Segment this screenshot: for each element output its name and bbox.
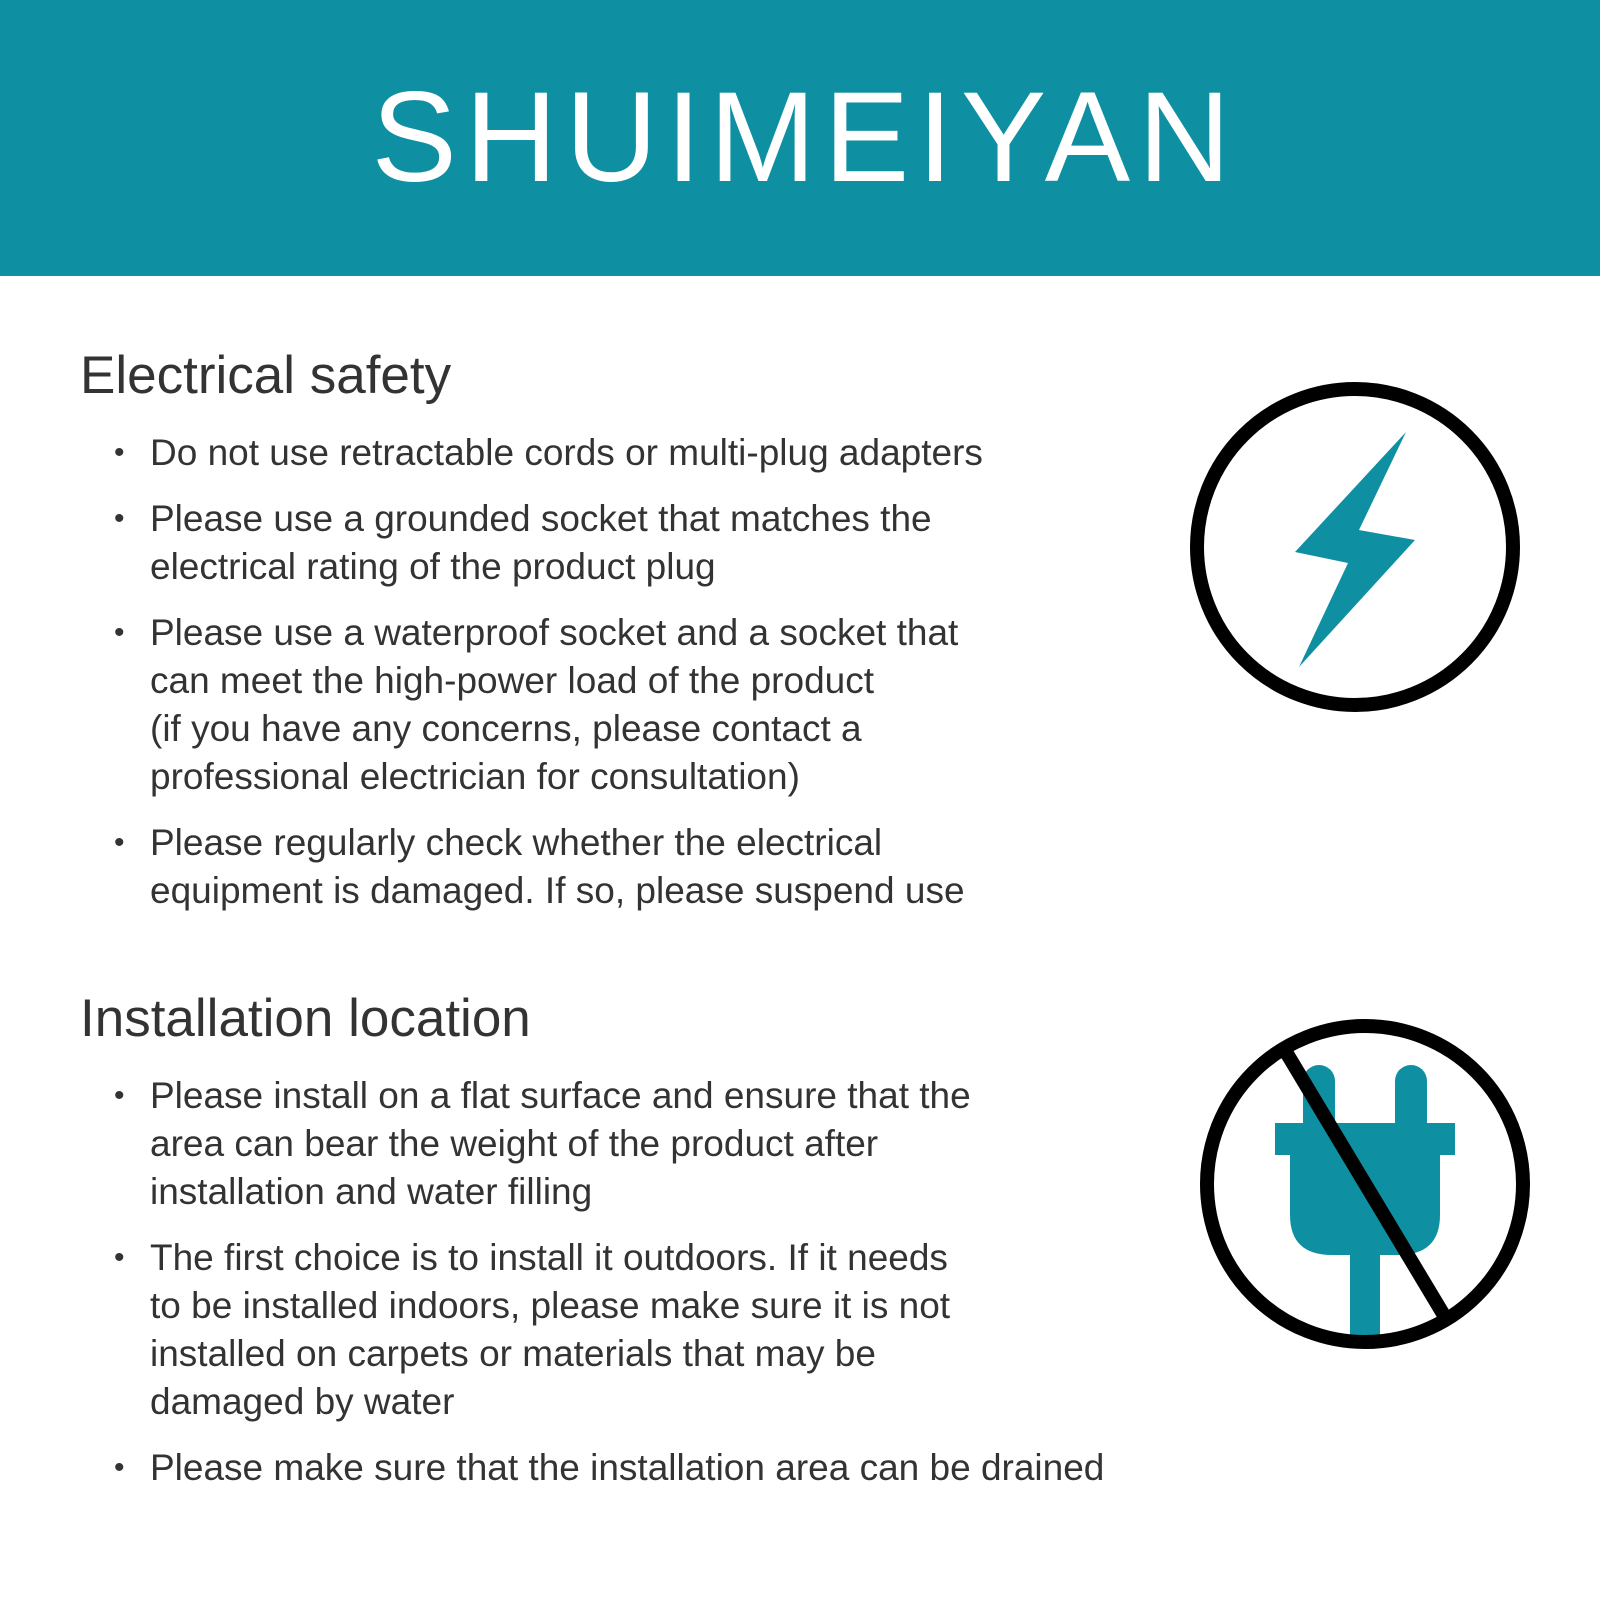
- lightning-bolt-icon: [1188, 380, 1522, 714]
- list-item: [80, 429, 1180, 477]
- bullet-line: professional electrician for consultation): [150, 756, 800, 797]
- bullet-line: • Please use a waterproof socket and a socket that: [150, 612, 959, 653]
- bullet-line: • The first choice is to install it outdoors. If it needs: [150, 1237, 948, 1278]
- section-electrical-safety: [80, 345, 1180, 933]
- bullet-line: • Do not use retractable cords or multi-plug adapters: [150, 432, 983, 473]
- lightning-bolt-shape: [1295, 432, 1415, 667]
- list-item: [80, 1234, 1180, 1426]
- bullet-line: • Please use a grounded socket that matches the: [150, 498, 932, 539]
- bullet-line: (if you have any concerns, please contact a: [150, 708, 862, 749]
- section-installation-location: [80, 988, 1180, 1510]
- section-title: Installation location: [80, 989, 531, 1048]
- bullet-line: area can bear the weight of the product after: [150, 1123, 879, 1164]
- bullet-line: to be installed indoors, please make sure it is not: [150, 1285, 951, 1326]
- bullet-list: [80, 429, 1180, 915]
- list-item: [80, 1444, 1180, 1492]
- section-title: Electrical safety: [80, 346, 452, 405]
- bullet-line: electrical rating of the product plug: [150, 546, 716, 587]
- list-item: [80, 819, 1180, 915]
- bullet-line: installation and water filling: [150, 1171, 593, 1212]
- bullet-list: [80, 1072, 1180, 1492]
- bullet-line: installed on carpets or materials that may be: [150, 1333, 876, 1374]
- list-item: [80, 609, 1180, 801]
- plug-shape: [1275, 1065, 1455, 1347]
- no-plug-icon: [1198, 1017, 1532, 1351]
- brand-title: SHUIMEIYAN: [371, 66, 1239, 209]
- bullet-line: • Please make sure that the installation area can be drained: [150, 1447, 1105, 1488]
- bullet-line: equipment is damaged. If so, please suspend use: [150, 870, 965, 911]
- list-item: [80, 495, 1180, 591]
- bullet-line: can meet the high-power load of the product: [150, 660, 875, 701]
- bullet-line: • Please install on a flat surface and ensure that the: [150, 1075, 971, 1116]
- list-item: [80, 1072, 1180, 1216]
- header-banner: [0, 0, 1600, 276]
- bullet-line: damaged by water: [150, 1381, 455, 1422]
- bullet-line: • Please regularly check whether the electrical: [150, 822, 883, 863]
